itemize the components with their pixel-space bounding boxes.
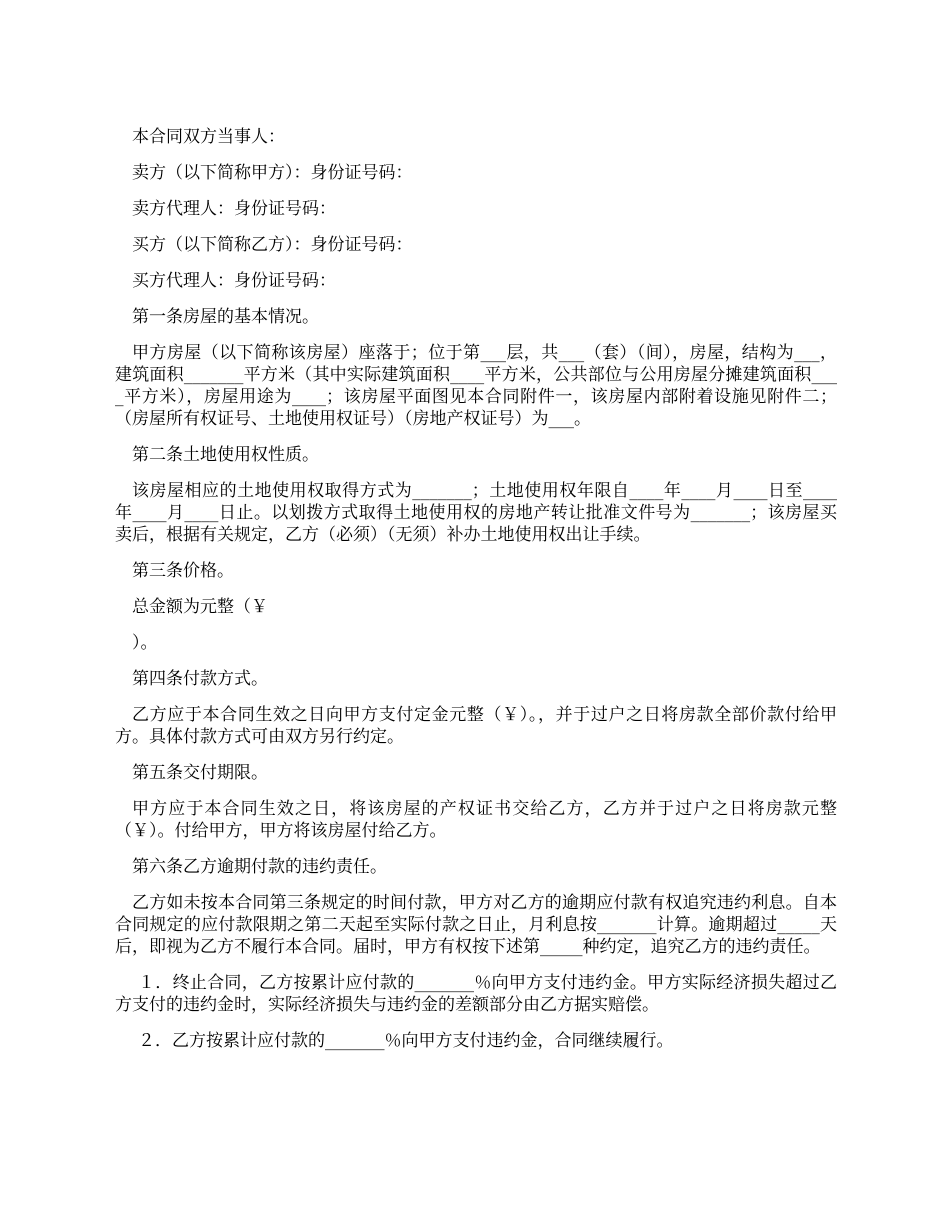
article-1-body: 甲方房屋（以下简称该房屋）座落于；位于第___层，共___（套）（间），房屋，结构为___，建筑面积_______平方米（其中实际建筑面积____平方米，公共部位与公用房屋分摊建筑面积____平方米），房屋用途为____；该房屋平面图见本合同附件一，该房屋内部附着设施见附件二；（房屋所有权证号、土地使用权证号）（房地产权证号）为___。 [115, 343, 837, 429]
article-2-body: 该房屋相应的土地使用权取得方式为_______；土地使用权年限自____年____月____日至____年____月____日止。以划拨方式取得土地使用权的房地产转让批准文件号为_______；该房屋买卖后，根据有关规定，乙方（必须）（无须）补办土地使用权出让手续。 [115, 481, 837, 545]
article-5-body: 甲方应于本合同生效之日，将该房屋的产权证书交给乙方，乙方并于过户之日将房款元整（￥）。付给甲方，甲方将该房屋付给乙方。 [115, 799, 837, 841]
article-3-amount-close: ）。 [132, 633, 158, 653]
article-3-amount-line: 总金额为元整（￥ [132, 597, 268, 617]
buyer-line: 买方（以下简称乙方）：身份证号码： [132, 235, 413, 255]
article-6-body: 乙方如未按本合同第三条规定的时间付款，甲方对乙方的逾期应付款有权追究违约利息。自本合同规定的应付款限期之第二天起至实际付款之日止，月利息按_______计算。逾期超过_____天后，即视为乙方不履行本合同。届时，甲方有权按下述第_____种约定，追究乙方的违约责任。 [115, 893, 837, 957]
buyer-agent-line: 买方代理人：身份证号码： [132, 271, 336, 291]
article-4-heading: 第四条付款方式。 [132, 669, 268, 689]
seller-agent-line: 卖方代理人：身份证号码： [132, 199, 336, 219]
article-6-heading: 第六条乙方逾期付款的违约责任。 [132, 857, 387, 877]
contract-document [115, 126, 837, 1066]
parties-heading: 本合同双方当事人： [132, 127, 285, 147]
article-1-heading: 第一条房屋的基本情况。 [132, 307, 319, 327]
article-6-clause-2: ２．乙方按累计应付款的_______％向甲方支付违约金，合同继续履行。 [138, 1031, 674, 1051]
article-4-body: 乙方应于本合同生效之日向甲方支付定金元整（￥）。，并于过户之日将房款全部价款付给甲方。具体付款方式可由双方另行约定。 [115, 705, 837, 747]
article-6-clause-1: １．终止合同，乙方按累计应付款的_______％向甲方支付违约金。甲方实际经济损失超过乙方支付的违约金时，实际经济损失与违约金的差额部分由乙方据实赔偿。 [115, 973, 837, 1015]
article-3-heading: 第三条价格。 [132, 561, 234, 581]
seller-line: 卖方（以下简称甲方）：身份证号码： [132, 163, 413, 183]
article-2-heading: 第二条土地使用权性质。 [132, 445, 319, 465]
article-5-heading: 第五条交付期限。 [132, 763, 268, 783]
